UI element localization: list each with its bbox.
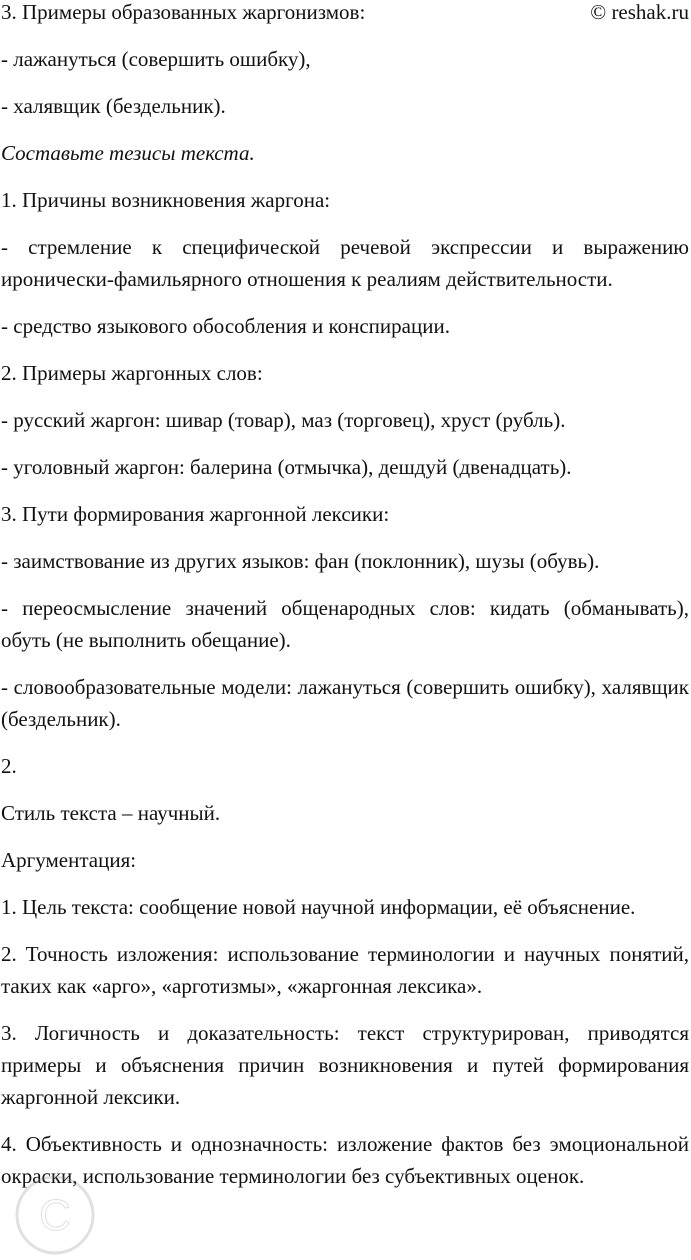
document-body bbox=[1, 0, 689, 1207]
copyright-watermark: © reshak.ru bbox=[590, 0, 689, 24]
paragraph: 2. Точность изложения: использование терминологии и научных понятий, таких как «арго», «арготизмы», «жаргонная лексика». bbox=[1, 942, 689, 998]
paragraph: - словообразовательные модели: лажануться (совершить ошибку), халявщик (бездельник). bbox=[1, 675, 689, 731]
paragraph: - стремление к специфической речевой экспрессии и выражению иронически-фамильярного отношения к реалиям действительности. bbox=[1, 235, 689, 291]
paragraph: - заимствование из других языков: фан (поклонник), шузы (обувь). bbox=[1, 549, 600, 573]
paragraph: Аргументация: bbox=[1, 848, 137, 872]
paragraph: 3. Примеры образованных жаргонизмов: bbox=[1, 0, 366, 24]
paragraph: - русский жаргон: шивар (товар), маз (торговец), хруст (рубль). bbox=[1, 408, 566, 432]
paragraph: 3. Пути формирования жаргонной лексики: bbox=[1, 502, 390, 526]
paragraph: 1. Цель текста: сообщение новой научной информации, её объяснение. bbox=[1, 895, 636, 919]
paragraph: 1. Причины возникновения жаргона: bbox=[1, 188, 331, 212]
paragraph: - уголовный жаргон: балерина (отмычка), дешдуй (двенадцать). bbox=[1, 455, 572, 479]
paragraph: - средство языкового обособления и конспирации. bbox=[1, 314, 450, 338]
paragraph: Стиль текста – научный. bbox=[1, 801, 221, 825]
paragraph: 2. Примеры жаргонных слов: bbox=[1, 361, 263, 385]
paragraph: - переосмысление значений общенародных слов: кидать (обманывать), обуть (не выполнить обещание). bbox=[1, 596, 689, 652]
paragraph: - лажануться (совершить ошибку), bbox=[1, 47, 311, 71]
paragraph: - халявщик (бездельник). bbox=[1, 94, 226, 118]
paragraph: 3. Логичность и доказательность: текст структурирован, приводятся примеры и объяснения причин возникновения и путей формирования жаргонной лексики. bbox=[1, 1021, 689, 1109]
paragraph: 4. Объективность и однозначность: изложение фактов без эмоциональной окраски, использование терминологии без субъективных оценок. bbox=[1, 1132, 689, 1188]
task-heading: Составьте тезисы текста. bbox=[1, 141, 255, 165]
svg-text:C: C bbox=[39, 1191, 71, 1240]
paragraph: 2. bbox=[1, 754, 17, 778]
